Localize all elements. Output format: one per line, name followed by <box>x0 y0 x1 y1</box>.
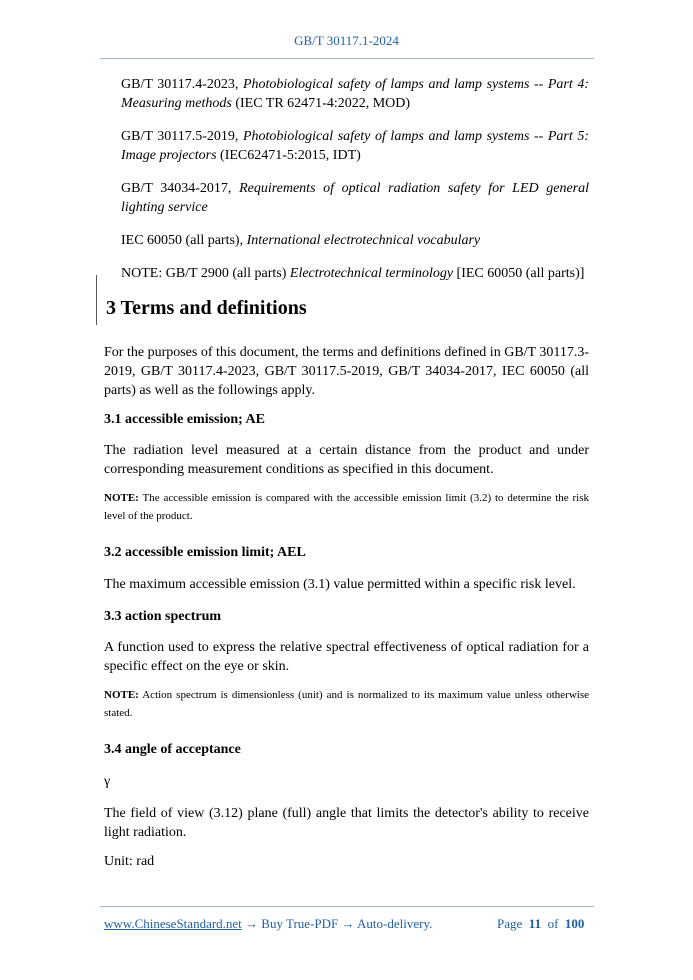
header-divider <box>100 58 594 59</box>
arrow-icon: → <box>241 916 262 931</box>
arrow-icon: → <box>338 916 358 931</box>
footer-links <box>104 916 432 932</box>
term-definition: The radiation level measured at a certain distance from the product and under corresponding measurement conditions as specified in this document. <box>104 443 589 477</box>
reference-item: IEC 60050 (all parts), International electrotechnical vocabulary <box>121 233 481 248</box>
term-unit: Unit: rad <box>104 854 155 869</box>
page-indicator: Page 11 of 100 <box>497 916 585 931</box>
section-heading: 3 Terms and definitions <box>106 297 307 319</box>
term-definition: The maximum accessible emission (3.1) value permitted within a specific risk level. <box>104 577 576 592</box>
normative-references <box>121 75 589 283</box>
auto-delivery-text: Auto-delivery. <box>357 916 433 931</box>
total-pages: 100 <box>564 916 585 931</box>
term-heading: 3.1 accessible emission; AE <box>104 412 265 427</box>
reference-note: NOTE: GB/T 2900 (all parts) Electrotechnical terminology [IEC 60050 (all parts)] <box>121 266 585 281</box>
term-note: NOTE: The accessible emission is compared with the accessible emission limit (3.2) to determine the risk level of the product. <box>104 492 589 522</box>
document-header: GB/T 30117.1-2024 <box>294 33 399 48</box>
term-definition: The field of view (3.12) plane (full) angle that limits the detector's ability to receive light radiation. <box>104 806 589 840</box>
term-definition: A function used to express the relative spectral effectiveness of optical radiation for a specific effect on the eye or skin. <box>104 640 589 674</box>
reference-item: GB/T 30117.5-2019, Photobiological safety of lamps and lamp systems -- Part 5: Image projectors (IEC62471-5:2015, IDT) <box>121 129 589 163</box>
term-heading: 3.3 action spectrum <box>104 609 222 624</box>
section-intro: For the purposes of this document, the terms and definitions defined in GB/T 30117.3-2019, GB/T 30117.4-2023, GB/T 30117.5-2019, GB/T 34034-2017, IEC 60050 (all parts) as well as the followings apply. <box>104 345 589 398</box>
current-page: 11 <box>528 916 542 931</box>
term-heading: 3.2 accessible emission limit; AEL <box>104 545 306 560</box>
section-margin-bar <box>96 275 97 325</box>
site-link[interactable]: www.ChineseStandard.net <box>104 916 242 931</box>
reference-item: GB/T 30117.4-2023, Photobiological safety of lamps and lamp systems -- Part 4: Measuring methods (IEC TR 62471-4:2022, MOD) <box>121 77 589 111</box>
footer-divider <box>100 906 594 907</box>
buy-link[interactable]: Buy True-PDF <box>261 916 339 931</box>
term-heading: 3.4 angle of acceptance <box>104 742 241 757</box>
term-symbol: γ <box>104 774 111 789</box>
term-note: NOTE: Action spectrum is dimensionless (unit) and is normalized to its maximum value unless otherwise stated. <box>104 689 589 719</box>
reference-item: GB/T 34034-2017, Requirements of optical radiation safety for LED general lighting service <box>121 181 589 215</box>
